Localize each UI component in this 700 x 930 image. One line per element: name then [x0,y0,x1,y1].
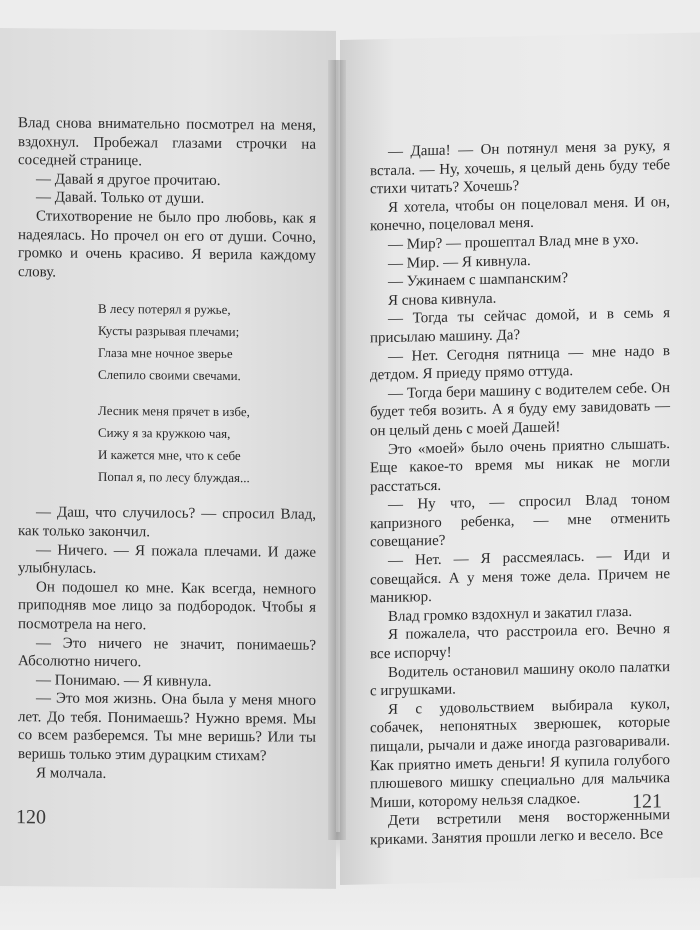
poem-line: Слепило своими свечами. [98,367,241,384]
paragraph: Влад громко вздохнул и закатил глаза. [388,603,633,625]
left-page [0,28,336,889]
paragraph: Я с удовольствием выбирала кукол, собачек, непонятных зверюшек, которые пищали, рычали и даже иногда разговаривали. Как приятно иметь деньги! Я купила голубого плюшевого мишку специально для мальчика Миши, которому нельзя сладкое. [370,695,670,812]
paragraph: — Это ничего не значит, понимаешь? Абсолютно ничего. [18,634,316,671]
paragraph: — Нет. Сегодня пятница — мне надо в детдом. Я приеду прямо оттуда. [370,342,670,384]
paragraph: Это «моей» было очень приятно слышать. Еще какое-то время мы никак не могли расстаться. [370,435,670,496]
poem-line: Лесник меня прячет в избе, [98,403,250,420]
paragraph: Дети встретили меня восторженными криками. Занятия прошли легко и весело. Все [370,807,670,849]
poem-line: И кажется мне, что к себе [98,447,241,464]
left-page-text [18,114,316,785]
paragraph: — Ну что, — спросил Влад тоном капризного ребенка, — мне отменить совещание? [370,491,670,551]
poem-stanza [98,400,316,490]
poem-stanza [98,298,316,388]
paragraph: — Мир. — Я кивнула. [388,252,531,272]
left-paragraphs-before-poem [18,114,316,284]
paragraph: Он подошел ко мне. Как всегда, немного приподняв мое лицо за подбородок. Чтобы я посмотрела на него. [18,579,316,634]
paragraph: — Тогда бери машину с водителем себе. Он будет тебя возить. А я буду ему завидовать — он целый день с моей Дашей! [370,379,670,440]
paragraph: — Давай я другое прочитаю. [36,171,221,189]
book-gutter [328,60,346,840]
paragraph: — Это моя жизнь. Она была у меня много лет. До тебя. Понимаешь? Нужно время. Мы со всем разберемся. Ты мне веришь? Или ты веришь только этим дурацким стихам? [18,690,316,765]
paragraph: — Ужинаем с шампанским? [388,270,568,291]
paragraph: Влад снова внимательно посмотрел на меня, вздохнул. Пробежал глазами строчки на соседней странице. [18,115,316,170]
paragraph: — Ничего. — Я пожала плечами. И даже улыбнулась. [18,541,316,577]
poem-line: В лесу потерял я ружье, [98,301,231,318]
paragraph: Я хотела, чтобы он поцеловал меня. И он, конечно, поцеловал меня. [370,193,670,235]
paragraph: Водитель остановил машину около палатки с игрушками. [370,658,670,700]
paragraph: — Понимаю. — Я кивнула. [36,672,212,690]
poem-line: Глаза мне ночное зверье [98,345,233,362]
paragraph: Я пожалела, что расстроила его. Вечно я все испорчу! [370,621,670,663]
right-page [340,32,700,885]
poem-line: Попал я, по лесу блуждая... [98,469,250,486]
paragraph: Я молчала. [36,764,107,782]
poem [98,298,316,490]
paragraph: Я снова кивнула. [388,290,497,309]
poem-line: Сижу я за кружкою чая, [98,425,231,442]
poem-line: Кусты разрывая плечами; [98,323,240,340]
paragraph: — Даш, что случилось? — спросил Влад, как только закончил. [18,504,316,541]
right-page-text [370,137,670,850]
page-number-right: 121 [632,790,662,813]
paragraph: Стихотворение не было про любовь, как я надеялась. Но прочел он его от души. Сочно, громко и очень красиво. Я верила каждому слову. [18,208,316,281]
paragraph: — Даша! — Он потянул меня за руку, я встала. — Ну, хочешь, я целый день буду тебе стихи читать? Хочешь? [370,138,670,198]
paragraph: — Тогда ты сейчас домой, и в семь я присылаю машину. Да? [370,305,670,347]
left-paragraphs-after-poem [18,504,316,786]
paragraph: — Мир? — прошептал Влад мне в ухо. [388,231,639,253]
page-number-left: 120 [16,806,46,829]
paragraph: — Нет. — Я рассмеялась. — Иди и совещайся. А у меня тоже дела. Причем не маникюр. [370,547,670,607]
paragraph: — Давай. Только от души. [36,189,205,208]
